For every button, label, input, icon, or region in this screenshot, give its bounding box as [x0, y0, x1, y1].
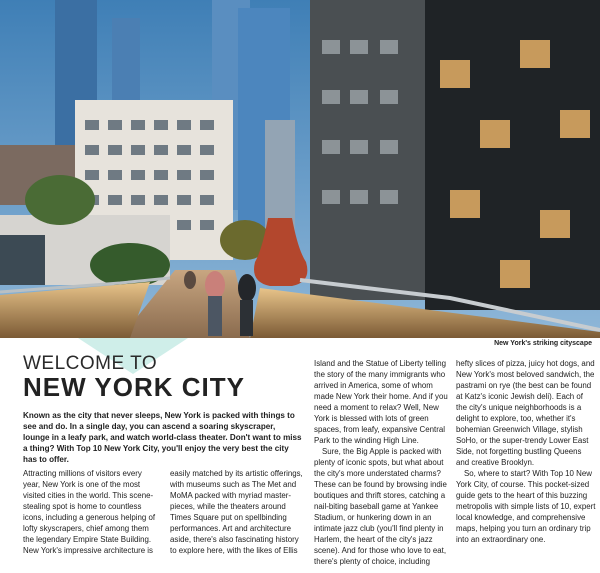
body-paragraph: Island and the Statue of Liberty telling the story of the many immigrants who arrived in America, some of whom made New York their home. And if you need a moment to relax? Well, New York is blessed with lots of green spaces, from leafy, expansive Central Park to the winding High Line. [314, 359, 448, 445]
body-column-3 [314, 358, 450, 567]
body-paragraph: hefty slices of pizza, juicy hot dogs, and New York's most beloved sandwich, the pastrami on rye (the best can be found at Katz's iconic Jewish deli). Each of the city's unique neighborhoods is a delight to explore, too, whether it's bohemian Greenwich Village, stylish SoHo, or the super-trendy Lower East Side, not forgetting bustling Queens and creative Brooklyn. [456, 359, 595, 467]
intro-paragraph: Known as the city that never sleeps, New York is packed with things to see and do. In a single day, you can ascend a soaring skyscraper, lounge in a leafy park, and watch world-class theater. Don't want to miss a thing? With Top 10 New York City, you'll enjoy the very best the city has to offer. [23, 411, 302, 464]
body-column-2 [170, 468, 306, 556]
body-paragraph: Attracting millions of visitors every year, New York is one of the most visited cities in the world. This scene-stealing spot is home to countless icons, including a generous helping of lofty skyscrapers, chief among them the legendary Empire State Building. New York's impressive architecture is [23, 469, 156, 555]
body-paragraph: Sure, the Big Apple is packed with plenty of iconic spots, but what about the city's more understated charms? These can be found by browsing indie boutiques and thrift stores, catching a nail-biting baseball game at Yankee Stadium, or hunkering down in an intimate jazz club (you'll find plenty in Harlem, the heart of the city's jazz scene). And for those who love to eat, there's plenty of choice, including [314, 447, 447, 566]
body-paragraph: easily matched by its artistic offerings, with museums such as The Met and MoMA packed with myriad master-pieces, while the theaters around Times Square put on spellbinding performances. Art and architecture aside, there's also fascinating history to explore here, with the likes of Ellis [170, 469, 303, 555]
body-column-4 [456, 358, 596, 545]
heading-kicker: WELCOME TO [23, 353, 158, 374]
body-paragraph: So, where to start? With Top 10 New York City, of course. This pocket-sized guide gets to the heart of this buzzing metropolis with simple lists of 10, expert local knowledge, and comprehensive maps, helping you turn an ordinary trip into an extraordinary one. [456, 469, 596, 544]
page-title: NEW YORK CITY [23, 372, 245, 402]
body-column-1 [23, 468, 159, 556]
photo-caption: New York's striking cityscape [494, 340, 592, 347]
